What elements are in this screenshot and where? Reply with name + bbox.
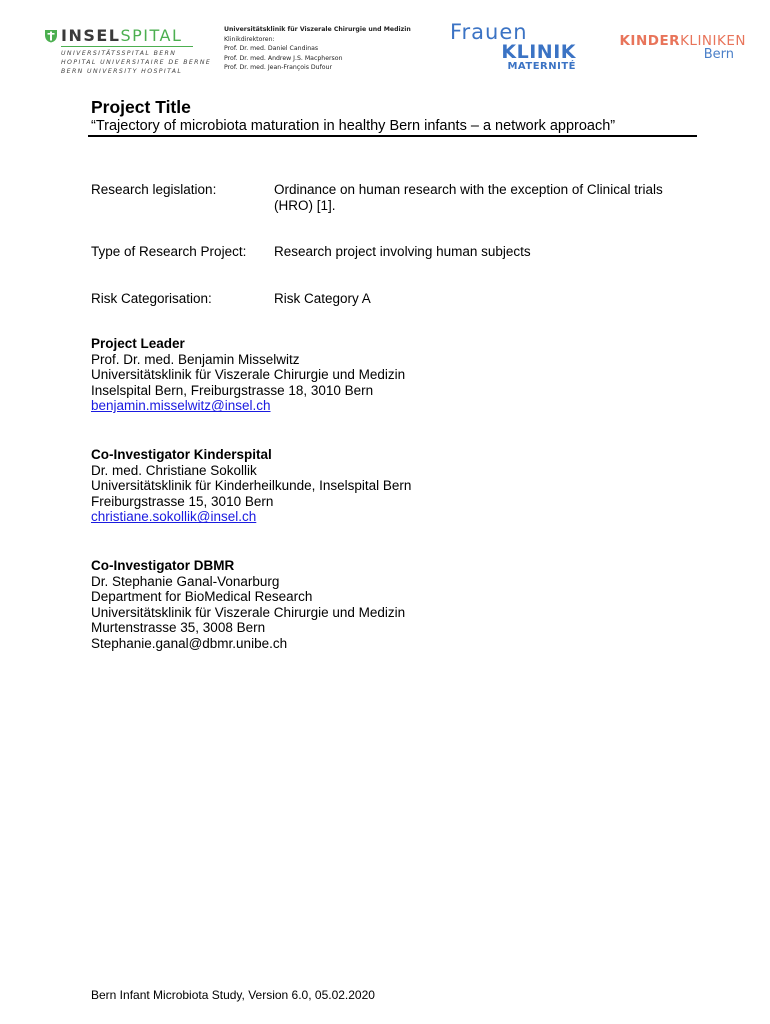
kinderkliniken-part-2: KLINIKEN: [680, 33, 746, 49]
address-line: Inselspital Bern, Freiburgstrasse 18, 3010 Bern: [91, 382, 374, 398]
field-label: Research legislation:: [91, 182, 217, 197]
person-name: Prof. Dr. med. Benjamin Misselwitz: [91, 351, 300, 367]
clinic-director-1: Prof. Dr. med. Daniel Candinas: [224, 45, 319, 52]
inselspital-subtitle-2: HOPITAL UNIVERSITAIRE DE BERNE: [61, 59, 212, 66]
inselspital-subtitle-3: BERN UNIVERSITY HOSPITAL: [61, 68, 183, 75]
frauenklinik-line-1: Frauen: [450, 20, 528, 44]
address-line: Universitätsklinik für Kinderheilkunde, Inselspital Bern: [91, 478, 412, 494]
email-link[interactable]: benjamin.misselwitz@insel.ch: [91, 398, 271, 414]
letterhead: [0, 0, 770, 90]
inselspital-logo: [44, 28, 214, 76]
clinic-directors-label: Klinikdirektoren:: [224, 35, 275, 43]
section-heading: Co-Investigator Kinderspital: [91, 447, 272, 462]
field-value: Risk Category A: [274, 291, 371, 306]
title-divider: [88, 135, 697, 137]
email-link[interactable]: christiane.sokollik@insel.ch: [91, 509, 257, 525]
email-text: Stephanie.ganal@dbmr.unibe.ch: [91, 635, 288, 651]
person-name: Dr. Stephanie Ganal-Vonarburg: [91, 573, 280, 589]
address-line: Department for BioMedical Research: [91, 589, 313, 605]
address-line: Freiburgstrasse 15, 3010 Bern: [91, 493, 274, 509]
co-investigator-kinderspital-section: [91, 447, 691, 525]
section-heading: Co-Investigator DBMR: [91, 558, 235, 573]
co-investigator-dbmr-section: [91, 558, 691, 652]
frauenklinik-line-2: KLINIK: [501, 41, 576, 63]
field-value: Ordinance on human research with the exception of Clinical trials (HRO) [1].: [274, 182, 663, 213]
frauenklinik-line-3: MATERNITÉ: [507, 61, 576, 72]
address-line: Universitätsklinik für Viszerale Chirurgie und Medizin: [91, 367, 406, 383]
clinic-info-block: [224, 25, 411, 73]
field-label: Type of Research Project:: [91, 244, 247, 259]
clinic-title: Universitätsklinik für Viszerale Chirurgie und Medizin: [224, 26, 411, 33]
page-footer: Bern Infant Microbiota Study, Version 6.0, 05.02.2020: [91, 988, 375, 1002]
page-title: Project Title: [91, 97, 191, 117]
project-leader-section: [91, 336, 691, 414]
kinderkliniken-city: Bern: [703, 47, 734, 62]
inselspital-subtitle-1: UNIVERSITÄTSSPITAL BERN: [61, 50, 177, 57]
kinderkliniken-part-1: KINDER: [619, 33, 681, 49]
person-name: Dr. med. Christiane Sokollik: [91, 462, 257, 478]
inselspital-wordmark: INSELSPITAL: [61, 26, 183, 45]
field-label: Risk Categorisation:: [91, 291, 212, 306]
address-line: Universitätsklinik für Viszerale Chirurgie und Medizin: [91, 604, 406, 620]
inselspital-logo-rule: [61, 46, 193, 47]
frauenklinik-logo: [448, 20, 580, 76]
address-line: Murtenstrasse 35, 3008 Bern: [91, 620, 266, 636]
section-heading: Project Leader: [91, 336, 185, 351]
field-value: Research project involving human subjects: [274, 244, 531, 259]
clinic-director-3: Prof. Dr. med. Jean-François Dufour: [224, 64, 332, 71]
project-subtitle: “Trajectory of microbiota maturation in healthy Bern infants – a network approach”: [91, 118, 616, 134]
inselspital-emblem-icon: [44, 29, 58, 43]
clinic-director-2: Prof. Dr. med. Andrew J.S. Macpherson: [224, 54, 343, 62]
kinderkliniken-logo: [606, 34, 746, 62]
